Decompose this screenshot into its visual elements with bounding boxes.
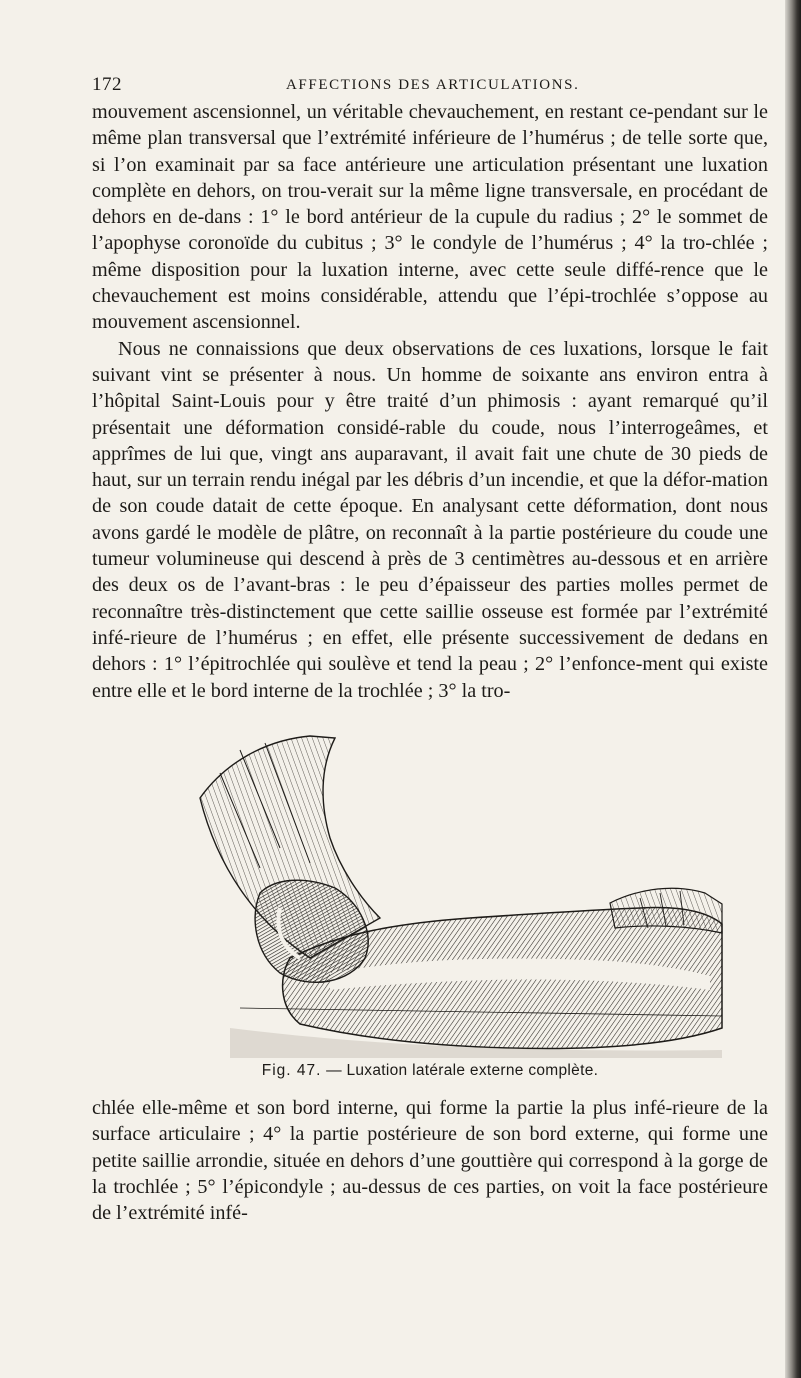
page-number: 172 xyxy=(92,74,122,95)
paragraph-1: mouvement ascensionnel, un véritable chevauchement, en restant ce-pendant sur le même plan transversal que l’extrémité inférieure de l’humérus ; de telle sorte que, si l’on examinait par sa face antérieure une articulation présentant une luxation complète en dehors, on trou-verait sur la même ligne transversale, en procédant de dehors en de-dans : 1° le bord antérieur de la cupule du radius ; 2° le sommet de l’apophyse coronoïde du cubitus ; 3° le condyle de l’humérus ; 4° la tro-chlée ; même disposition pour la luxation interne, avec cette seule diffé-rence que le chevauchement est moins considérable, attendu que l’épi-trochlée s’oppose au mouvement ascensionnel. xyxy=(92,101,768,334)
paragraph-2: Nous ne connaissions que deux observations de ces luxations, lorsque le fait suivant vint se présenter à nous. Un homme de soixante ans environ entra à l’hôpital Saint-Louis pour y être traité d’un phimosis : ayant remarqué qu’il présentait une déformation considé-rable du coude, nous l’interrogeâmes, et apprîmes de lui que, vingt ans auparavant, il avait fait une chute de 30 pieds de haut, sur un terrain rendu inégal par les débris d’un incendie, et que la défor-mation de son coude datait de cette époque. En analysant cette déformation, dont nous avons gardé le modèle de plâtre, on reconnaît à la partie postérieure du coude une tumeur volumineuse qui descend à près de 3 centimètres au-dessous et en arrière des deux os de l’avant-bras : le peu d’épaisseur des parties molles permet de reconnaître très-distinctement que cette saillie osseuse est formée par l’extrémité infé-rieure de l’humérus ; en effet, elle présente successivement de dedans en dehors : 1° l’épitrochlée qui soulève et tend la peau ; 2° l’enfonce-ment qui existe entre elle et le bord interne de la trochlée ; 3° la tro- xyxy=(92,337,768,702)
body-text-bottom xyxy=(92,1095,768,1226)
paragraph-3: chlée elle-même et son bord interne, qui forme la partie la plus infé-rieure de la surface articulaire ; 4° la partie postérieure de son bord externe, qui forme une petite saillie arrondie, située en dehors d’une gouttière qui correspond à la gorge de la trochlée ; 5° l’épicondyle ; au-dessus de ces parties, on voit la face postérieure de l’extrémité infé- xyxy=(92,1097,768,1225)
scan-binding-edge xyxy=(785,0,801,1378)
running-title: AFFECTIONS DES ARTICULATIONS. xyxy=(286,77,580,93)
body-text-top xyxy=(92,99,768,704)
page-header xyxy=(92,74,772,96)
figure-label: Fig. 47. xyxy=(261,1062,322,1079)
figure-caption xyxy=(92,1062,768,1080)
figure-engraving xyxy=(170,728,730,1058)
elbow-engraving-illustration xyxy=(170,728,730,1058)
figure-caption-text: — Luxation latérale externe complète. xyxy=(326,1062,599,1079)
